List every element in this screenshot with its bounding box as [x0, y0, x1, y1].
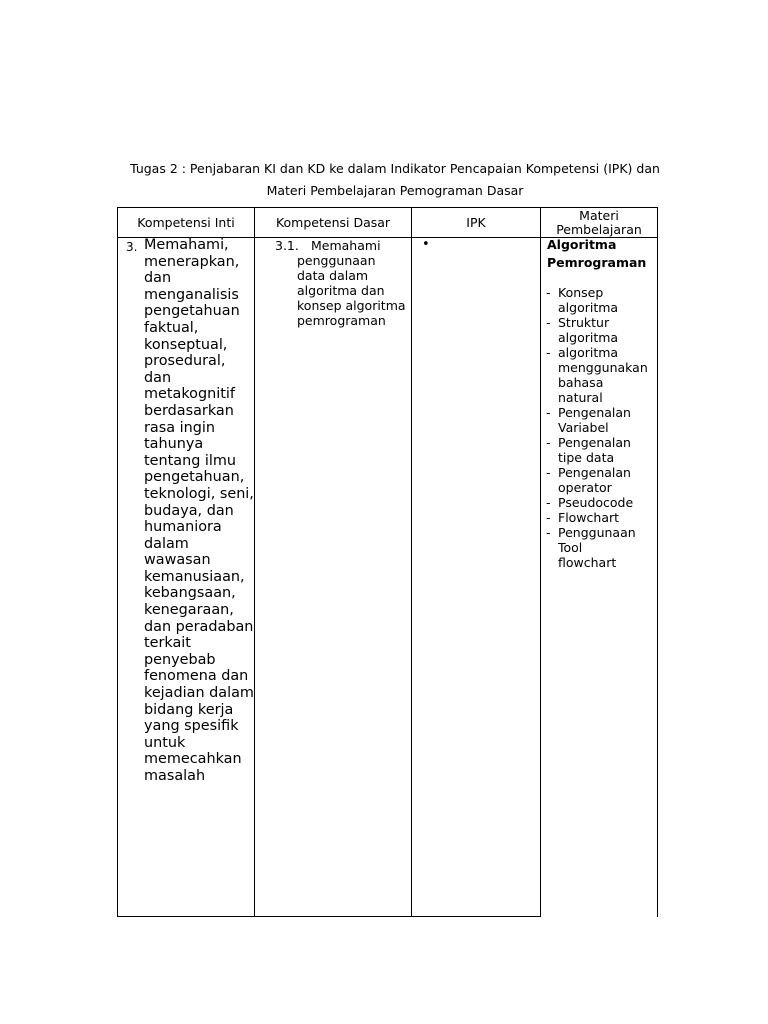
table-bottom-border — [117, 916, 541, 917]
list-item: - Pengenalan operator — [546, 465, 631, 495]
materi-title: Algoritma Pemrograman — [547, 237, 647, 270]
list-item: - Konsep algoritma — [546, 285, 619, 315]
list-item: - Struktur algoritma — [546, 315, 619, 345]
kd-number: 3.1. — [275, 238, 299, 253]
column-divider-2 — [411, 207, 412, 917]
header-kompetensi-dasar: Kompetensi Dasar — [275, 214, 391, 230]
kd-description-rest: penggunaan data dalam algoritma dan konsep algoritma pemrograman — [297, 253, 406, 328]
materi-list — [545, 285, 657, 570]
ki-number: 3. — [126, 240, 138, 254]
list-item: - Pengenalan Variabel — [546, 405, 631, 435]
column-divider-1 — [254, 207, 255, 917]
column-divider-3 — [540, 207, 541, 917]
kd-description — [297, 238, 411, 328]
document-title-line-1: Tugas 2 : Penjabaran KI dan KD ke dalam Indikator Pencapaian Kompetensi (IPK) dan — [130, 161, 660, 176]
list-item: - Pengenalan tipe data — [546, 435, 631, 465]
ki-description: Memahami, menerapkan, dan menganalisis pengetahuan faktual, konseptual, prosedural, dan metakognitif berdasarkan rasa ingin tahunya tentang ilmu pengetahuan, teknologi, seni, budaya, dan humaniora dalam wawasan kemanusiaan, kebangsaan, kenegaraan, dan peradaban terkait penyebab fenomena dan kejadian dalam bidang kerja yang spesifik untuk memecahkan masalah — [144, 237, 254, 784]
document-title-line-2: Materi Pembelajaran Pemograman Dasar — [266, 183, 524, 198]
list-item: - Pseudocode — [546, 495, 634, 510]
header-materi-pembelajaran: Materi Pembelajaran — [556, 207, 642, 237]
kd-first-line: Memahami — [311, 238, 381, 253]
table-left-border — [117, 207, 118, 917]
ipk-bullet: • — [422, 237, 430, 252]
list-item: - Flowchart — [546, 510, 620, 525]
list-item: - algoritma menggunakan bahasa natural — [546, 345, 648, 405]
header-ipk: IPK — [466, 214, 486, 230]
header-kompetensi-inti: Kompetensi Inti — [137, 214, 235, 230]
list-item: - Penggunaan Tool flowchart — [546, 525, 636, 570]
table-right-border — [657, 207, 658, 917]
